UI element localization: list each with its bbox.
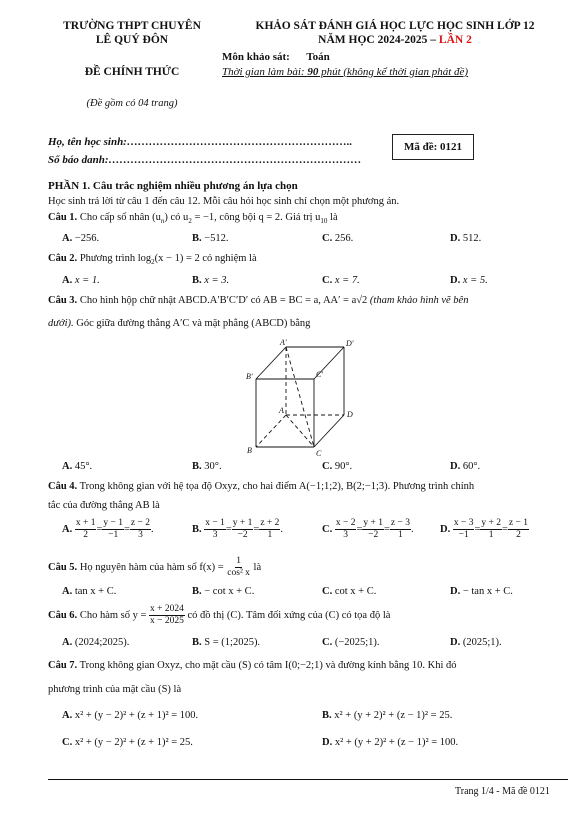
q2-option-d[interactable]: D. x = 5. — [450, 275, 488, 286]
official-label: ĐỀ CHÍNH THỨC — [84, 66, 180, 78]
q3-option-b[interactable]: B. 30°. — [192, 461, 222, 472]
question-3-line2: dưới). Góc giữa đường thẳng A′C và mặt phẳng (ABCD) bằng — [48, 318, 311, 329]
q4-option-a[interactable]: A. $\frac{x + 1}{2}$ = $\frac{y - 1}{-1}$ = $\frac{z - 2}{3}$ . — [62, 518, 154, 540]
q7-option-b[interactable]: B. x² + (y + 2)² + (z − 1)² = 25. — [322, 710, 453, 721]
q6-option-c[interactable]: C. (−2025;1). — [322, 637, 380, 648]
q1-option-a[interactable]: A. −256. — [62, 233, 100, 244]
question-6: Câu 6. Cho hàm số y = $\frac{x + 2024}{x - 2025}$ có đồ thị (C). Tâm đối xứng của (C) có tọa độ là — [48, 604, 391, 626]
edge-ab-hidden — [256, 415, 286, 447]
q3-option-a[interactable]: A. 45°. — [62, 461, 93, 472]
part1-instruction: Học sinh trả lời từ câu 1 đến câu 12. Mỗi câu hỏi học sinh chỉ chọn một phương án. — [48, 196, 400, 207]
label-a1: A′ — [280, 338, 287, 347]
q4-option-d[interactable]: D. $\frac{x - 3}{-1}$ = $\frac{y + 2}{1}$ = $\frac{z - 1}{2}$ — [440, 518, 528, 540]
label-b1: B′ — [246, 372, 253, 381]
subject-line: Môn khảo sát: Toán — [222, 51, 330, 63]
school-name-line1: TRƯỜNG THPT CHUYÊN — [63, 20, 201, 32]
round-label: LẦN 2 — [438, 34, 472, 46]
time-line: Thời gian làm bài: 90 phút (không kể thời gian phát đề) — [222, 66, 469, 78]
school-name-line2: LÊ QUÝ ĐÔN — [95, 34, 169, 46]
label-c1: C′ — [316, 370, 324, 379]
label-b: B — [247, 446, 252, 455]
q2-option-c[interactable]: C. x = 7. — [322, 275, 360, 286]
q7-option-a[interactable]: A. x² + (y − 2)² + (z + 1)² = 100. — [62, 710, 199, 721]
footer-divider — [48, 779, 568, 780]
q4-option-b[interactable]: B. $\frac{x - 1}{3}$ = $\frac{y + 1}{-2}$ = $\frac{z + 2}{1}$ . — [192, 518, 284, 540]
q6-option-b[interactable]: B. S = (1;2025). — [192, 637, 261, 648]
exam-title: KHẢO SÁT ĐÁNH GIÁ HỌC LỰC HỌC SINH LỚP 12 — [255, 20, 535, 32]
edge-cd — [314, 415, 344, 447]
q5-option-c[interactable]: C. cot x + C. — [322, 586, 377, 597]
label-d: D — [347, 410, 353, 419]
q5-option-a[interactable]: A. tan x + C. — [62, 586, 117, 597]
q2-option-b[interactable]: B. x = 3. — [192, 275, 230, 286]
cuboid-figure — [236, 337, 366, 457]
q1-option-c[interactable]: C. 256. — [322, 233, 354, 244]
q3-option-c[interactable]: C. 90°. — [322, 461, 353, 472]
exam-code: Mã đề: 0121 — [403, 141, 463, 153]
edge-a1b1 — [256, 347, 286, 379]
question-5: Câu 5. Họ nguyên hàm của hàm số f(x) = $\frac{1}{\text{cos² x}}$ là — [48, 556, 262, 578]
question-4: Câu 4. Trong không gian với hệ tọa độ Oxyz, cho hai điểm A(−1;1;2), B(2;−1;3). Phương trình chính — [48, 481, 475, 492]
q1-option-d[interactable]: D. 512. — [450, 233, 482, 244]
page-footer: Trang 1/4 - Mã đề 0121 — [455, 786, 550, 797]
q7-option-d[interactable]: D. x² + (y + 2)² + (z − 1)² = 100. — [322, 737, 459, 748]
q3-option-d[interactable]: D. 60°. — [450, 461, 481, 472]
question-7-line2: phương trình của mặt cầu (S) là — [48, 684, 182, 695]
q7-option-c[interactable]: C. x² + (y − 2)² + (z + 1)² = 25. — [62, 737, 193, 748]
q2-option-a[interactable]: A. x = 1. — [62, 275, 100, 286]
subject-name: Toán — [306, 51, 330, 63]
question-2: Câu 2. Phương trình $\log_2(x - 1) = 2$ có nghiệm là — [48, 253, 257, 267]
label-c: C — [316, 449, 322, 457]
question-3: Câu 3. Cho hình hộp chữ nhật ABCD.A′B′C′D′ có AB = BC = a, AA′ = a√2 (tham khảo hình vẽ bên — [48, 295, 469, 306]
school-year: NĂM HỌC 2024-2025 – LẦN 2 — [318, 34, 472, 46]
q5-option-b[interactable]: B. − cot x + C. — [192, 586, 255, 597]
q4-option-c[interactable]: C. $\frac{x - 2}{3}$ = $\frac{y + 1}{-2}$ = $\frac{z - 3}{1}$ . — [322, 518, 414, 540]
diagonal-a1c-hidden — [286, 347, 314, 447]
q5-option-d[interactable]: D. − tan x + C. — [450, 586, 513, 597]
label-a: A — [279, 406, 284, 415]
label-d1: D′ — [346, 339, 354, 348]
q6-option-a[interactable]: A. (2024;2025). — [62, 637, 130, 648]
q1-option-b[interactable]: B. −512. — [192, 233, 229, 244]
question-1: Câu 1. Cho cấp số nhân $(u_n)$ có $u_2 = -1$, công bội q = 2. Giá trị $u_{10}$ là — [48, 212, 338, 226]
question-7: Câu 7. Trong không gian Oxyz, cho mặt cầu (S) có tâm I(0;−2;1) và đường kính bằng 10. Khi đó — [48, 660, 457, 671]
pages-note: (Đề gồm có 04 trang) — [86, 98, 178, 109]
q6-option-d[interactable]: D. (2025;1). — [450, 637, 502, 648]
part1-title: PHẦN 1. Câu trắc nghiệm nhiều phương án lựa chọn — [48, 180, 298, 192]
student-id-line: Số báo danh:…………………………………………………………… — [48, 154, 362, 166]
student-name-line: Họ, tên học sinh:…………………………………………………….. — [48, 136, 353, 148]
question-4-line2: tắc của đường thẳng AB là — [48, 500, 160, 511]
